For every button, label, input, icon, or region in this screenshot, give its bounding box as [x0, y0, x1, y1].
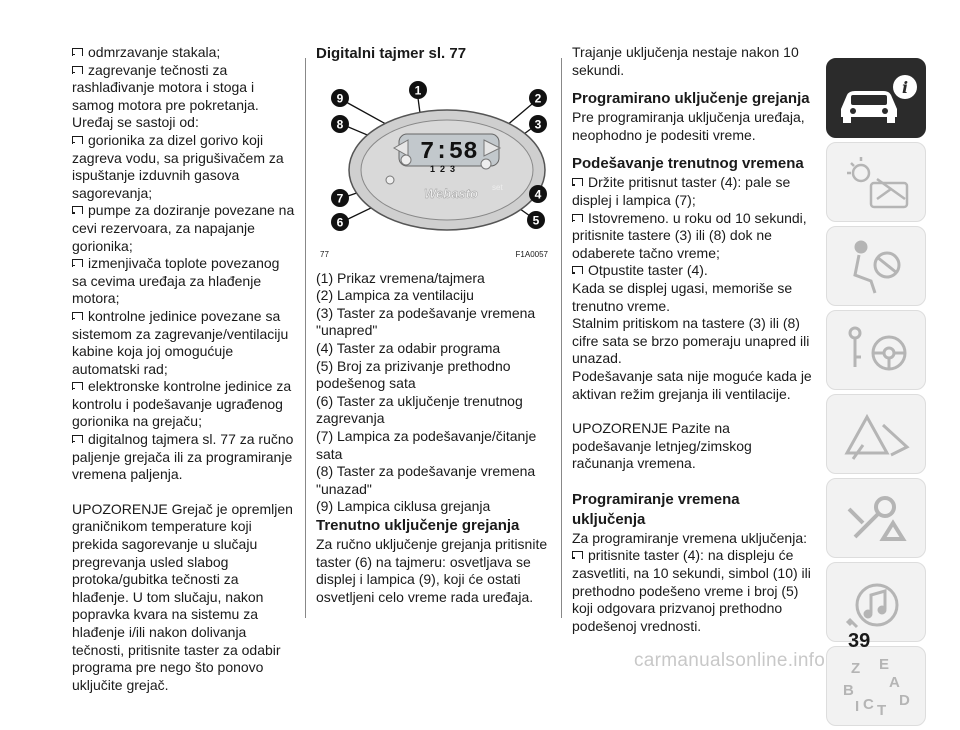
svg-text:C: C: [863, 696, 874, 713]
watermark: carmanualsonline.info: [634, 650, 826, 671]
tab-safety[interactable]: [826, 226, 926, 306]
music-phone-icon: [827, 563, 927, 643]
svg-text:T: T: [877, 702, 887, 719]
svg-text:i: i: [901, 78, 909, 97]
tab-multimedia[interactable]: [826, 562, 926, 642]
legend-item: (3) Taster za podešavanje vremena "unapred": [316, 304, 536, 339]
svg-text:3: 3: [534, 117, 542, 132]
section-heading: Programirano uključenje grejanja: [572, 90, 810, 108]
svg-text:1: 1: [414, 83, 422, 98]
bullet-item: elektronske kontrolne jedinice za kontrolu i podešavanje ugrađenog gorionika na grejaču;: [72, 378, 292, 430]
bullet-marker-icon: [72, 206, 83, 214]
clock-lamp-icon: [401, 155, 411, 165]
paragraph: Stalnim pritiskom na tastere (3) ili (8) cifre sata se brzo pomeraju unapred ili unazad.: [572, 315, 810, 367]
bullet-item: izmenjivača toplote povezanog sa cevima uređaja za hlađenje motora;: [72, 255, 280, 307]
bullet-marker-icon: [572, 178, 583, 186]
bullet-item: pritisnite taster (4): na displeju će zasvetliti, na 10 sekundi, simbol (10) ili prethodno podešeno vreme i broj (5) koji odgovara prizvanoj prethodno podešenoj vrednosti.: [572, 547, 811, 634]
bullet-marker-icon: [572, 551, 583, 559]
svg-text:1: 1: [430, 164, 436, 174]
paragraph: Kada se displej ugasi, memoriše se trenutno vreme.: [572, 279, 793, 314]
bullet-marker-icon: [572, 266, 583, 274]
bullet-marker-icon: [72, 435, 83, 443]
legend-item: (8) Taster za podešavanje vremena "unazad": [316, 463, 536, 497]
warning-text: UPOZORENJE Grejač je opremljen graničnikom temperature koji prekida sagorevanje u slučaju pregrevanja usled slabog protoka/gubitka tečnosti za hlađenje. U tom slučaju, nakon popravka kvara na sistemu za hlađenje i/ili nakon dolivanja tečnosti, pritisnite taster za odabir programa pre nego što ponovo uključite grejač.: [72, 500, 293, 693]
svg-text:3: 3: [450, 164, 456, 174]
paragraph: Za programiranje vremena uključenja:: [572, 529, 807, 546]
svg-text:6: 6: [336, 215, 344, 230]
svg-text:B: B: [843, 682, 854, 699]
seat-airbag-icon: [827, 227, 927, 307]
svg-text:4: 4: [534, 187, 542, 202]
svg-text:8: 8: [336, 117, 344, 132]
timer-illustration: [316, 68, 552, 240]
column-divider: [305, 58, 306, 618]
svg-text:E: E: [879, 656, 890, 673]
legend-item: (7) Lampica za podešavanje/čitanje sata: [316, 427, 537, 462]
bullet-item: pumpe za doziranje povezane na cevi rezervoara, za napajanje gorionika;: [72, 202, 295, 254]
bullet-item: Držite pritisnut taster (4): pale se displej i lampica (7);: [572, 174, 791, 208]
svg-text:A: A: [889, 674, 900, 691]
bullet-marker-icon: [72, 48, 83, 56]
bullet-item: odmrzavanje stakala;: [72, 44, 296, 62]
svg-text:9: 9: [336, 91, 344, 106]
tab-index[interactable]: [826, 646, 926, 726]
bullet-marker-icon: [72, 312, 83, 320]
svg-text:D: D: [899, 692, 910, 709]
figure-caption: 77 F1A0057: [320, 250, 548, 259]
bullet-marker-icon: [72, 136, 83, 144]
bullet-item: kontrolne jedinice povezane sa sistemom za zagrevanje/ventilaciju kabine koja joj omogućuje automatski rad;: [72, 307, 289, 377]
steering-wheel-key-icon: [827, 311, 927, 391]
svg-text:2: 2: [534, 91, 542, 106]
legend-item: (9) Lampica ciklusa grejanja: [316, 498, 491, 515]
svg-text:I: I: [855, 698, 860, 715]
section-heading: Trenutno uključenje grejanja: [316, 516, 520, 534]
index-letters-icon: [827, 647, 927, 727]
legend-item: (2) Lampica za ventilaciju: [316, 287, 474, 304]
display-time: 7:58: [420, 139, 478, 166]
svg-text:Z: Z: [851, 660, 861, 677]
svg-text:5: 5: [532, 213, 540, 228]
svg-text:7: 7: [336, 191, 344, 206]
bullet-item: Istovremeno. u roku od 10 sekundi, pritisnite tastere (3) ili (8) dok ne odaberete tačno vreme;: [572, 209, 807, 261]
paragraph: Za ručno uključenje grejanja pritisnite taster (6) na tajmeru: osvetljava se displej i lampica (9), koji će ostati osvetljeni celo vreme rada uređaja.: [316, 535, 548, 605]
intro-text: Uređaj se sastoji od:: [72, 114, 199, 131]
section-heading: Podešavanje trenutnog vremena: [572, 155, 804, 173]
section-heading: Programiranje vremena uključenja: [572, 490, 740, 528]
warning-text: UPOZORENJE Pazite na podešavanje letnjeg/zimskog računanja vremena.: [572, 420, 752, 472]
tab-driving[interactable]: [826, 310, 926, 390]
legend-item: (4) Taster za odabir programa: [316, 339, 501, 356]
tab-emergency[interactable]: [826, 394, 926, 474]
bullet-marker-icon: [572, 214, 583, 222]
page-number: 39: [848, 630, 871, 652]
tab-car-info[interactable]: [826, 58, 926, 138]
warning-triangle-icon: [827, 395, 927, 475]
bullet-marker-icon: [72, 66, 83, 74]
paragraph: Trajanje uključenja nestaje nakon 10 sekundi.: [572, 44, 799, 78]
svg-text:2: 2: [440, 164, 446, 174]
bullet-marker-icon: [72, 259, 83, 267]
dashboard-lights-icon: [827, 143, 927, 223]
middle-column: [316, 44, 552, 606]
car-info-icon: [827, 59, 927, 139]
tab-dashboard-lights[interactable]: [826, 142, 926, 222]
legend-item: (5) Broj za prizivanje prethodno podešenog sata: [316, 357, 511, 392]
bullet-item: zagrevanje tečnosti za rashlađivanje motora i stoga i samog motora pre pokretanja.: [72, 61, 259, 113]
brand-logo: Webasto: [424, 186, 478, 201]
column-divider: [561, 58, 562, 618]
timer-figure: [316, 68, 552, 240]
set-label: set: [492, 183, 503, 192]
left-column: [72, 44, 296, 694]
paragraph: Podešavanje sata nije moguće kada je aktivan režim grejanja ili ventilacije.: [572, 367, 812, 402]
right-column: [572, 44, 812, 635]
bullet-item: gorionika za dizel gorivo koji zagreva vodu, sa prigušivačem za ispuštanje izduvnih gasova sagorevanja;: [72, 131, 284, 201]
bullet-item: Otpustite taster (4).: [572, 262, 812, 280]
legend-item: (1) Prikaz vremena/tajmera: [316, 269, 485, 286]
chapter-tabs: [826, 58, 926, 730]
section-heading: Digitalni tajmer sl. 77: [316, 45, 467, 62]
heat-button[interactable]: [386, 176, 394, 184]
bullet-marker-icon: [72, 382, 83, 390]
tab-maintenance[interactable]: [826, 478, 926, 558]
wrench-service-icon: [827, 479, 927, 559]
fan-lamp-icon: [481, 159, 491, 169]
paragraph: Pre programiranja uključenja uređaja, neophodno je podesiti vreme.: [572, 109, 805, 143]
bullet-item: digitalnog tajmera sl. 77 za ručno paljenje grejača ili za programiranje vremena paljenja.: [72, 431, 294, 483]
legend-item: (6) Taster za uključenje trenutnog zagrevanja: [316, 392, 523, 427]
